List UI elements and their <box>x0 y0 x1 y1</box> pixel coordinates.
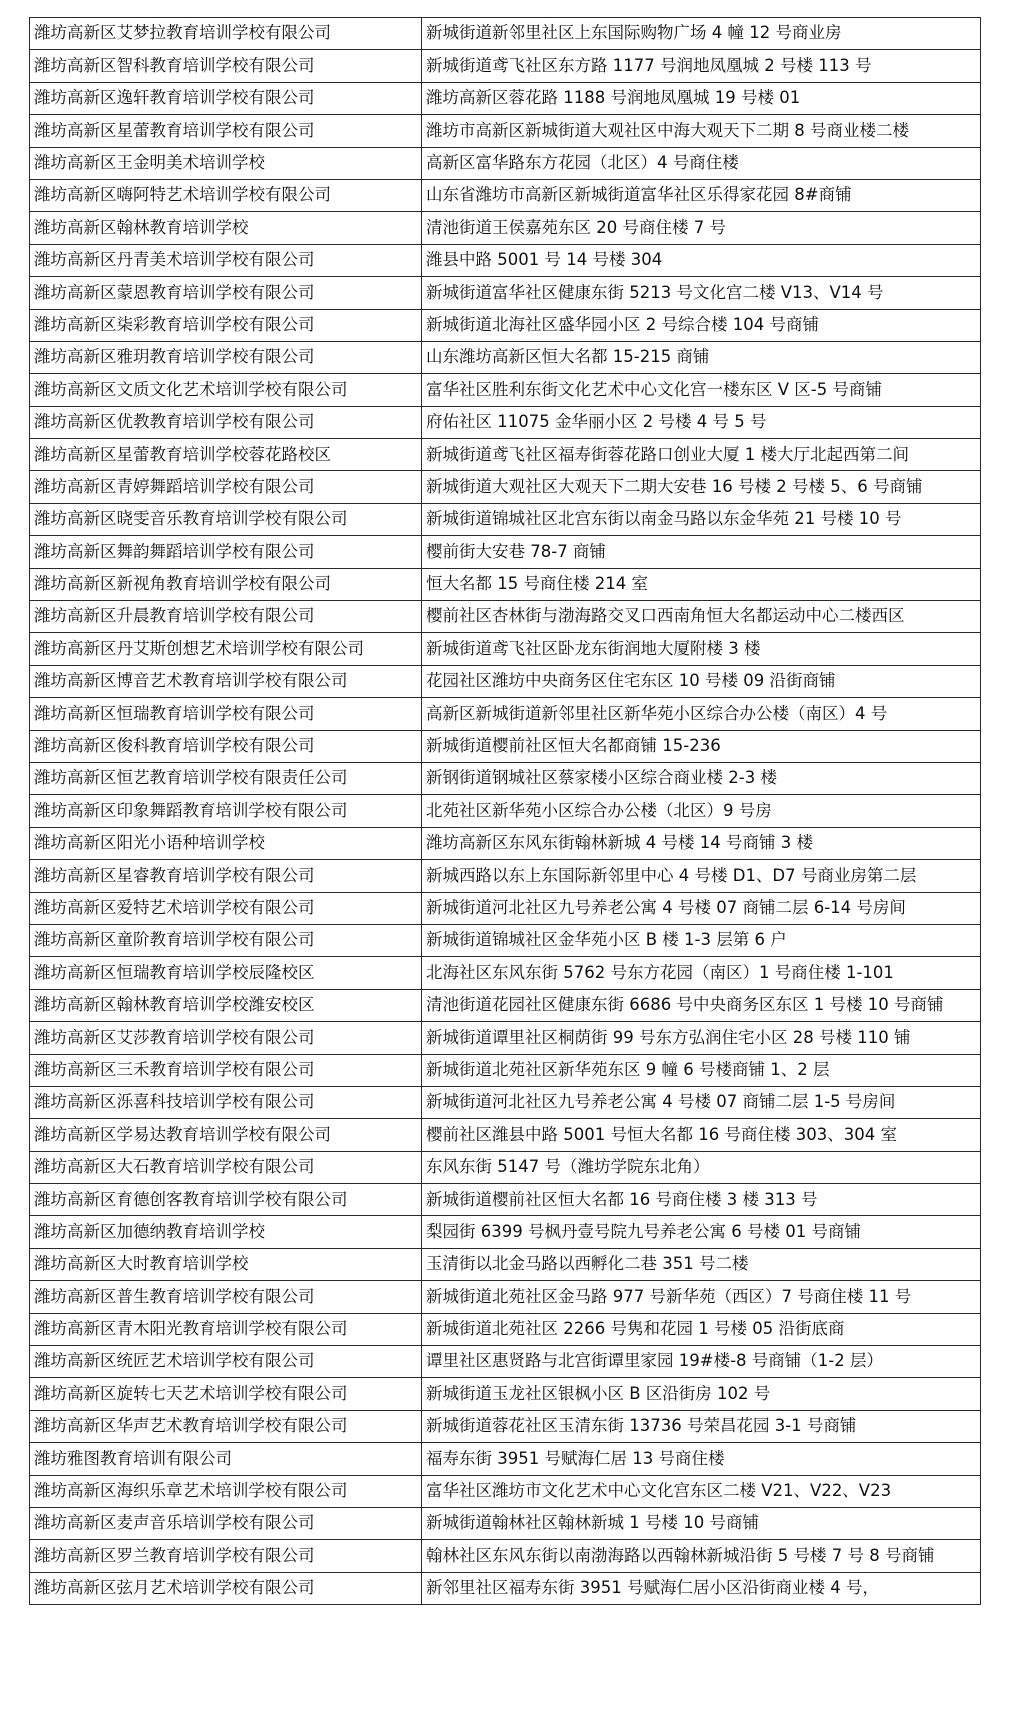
school-name-cell: 潍坊高新区童阶教育培训学校有限公司 <box>30 924 422 956</box>
school-name-cell: 潍坊高新区三禾教育培训学校有限公司 <box>30 1054 422 1086</box>
school-name-cell: 潍坊高新区阳光小语种培训学校 <box>30 827 422 859</box>
school-address-cell: 新城街道锦城社区北宫东街以南金马路以东金华苑 21 号楼 10 号 <box>422 503 981 535</box>
school-address-cell: 新城街道鸢飞社区福寿街蓉花路口创业大厦 1 楼大厅北起西第二间 <box>422 439 981 471</box>
school-name-cell: 潍坊高新区星蕾教育培训学校有限公司 <box>30 115 422 147</box>
table-row <box>30 179 981 211</box>
school-address-cell: 新钢街道钢城社区蔡家楼小区综合商业楼 2-3 楼 <box>422 762 981 794</box>
school-address-cell: 新城街道河北社区九号养老公寓 4 号楼 07 商铺二层 6-14 号房间 <box>422 892 981 924</box>
table-row <box>30 762 981 794</box>
school-address-cell: 梨园街 6399 号枫丹壹号院九号养老公寓 6 号楼 01 号商铺 <box>422 1216 981 1248</box>
school-address-cell: 新城街道玉龙社区银枫小区 B 区沿街房 102 号 <box>422 1378 981 1410</box>
school-name-cell: 潍坊高新区大时教育培训学校 <box>30 1248 422 1280</box>
school-address-cell: 新城街道北苑社区金马路 977 号新华苑（西区）7 号商住楼 11 号 <box>422 1281 981 1313</box>
table-row <box>30 827 981 859</box>
table-row <box>30 1443 981 1475</box>
table-row <box>30 50 981 82</box>
school-name-cell: 潍坊高新区恒艺教育培训学校有限责任公司 <box>30 762 422 794</box>
table-row <box>30 374 981 406</box>
table-row <box>30 924 981 956</box>
school-name-cell: 潍坊高新区智科教育培训学校有限公司 <box>30 50 422 82</box>
school-name-cell: 潍坊高新区印象舞蹈教育培训学校有限公司 <box>30 795 422 827</box>
table-row <box>30 309 981 341</box>
table-row <box>30 1507 981 1539</box>
school-address-cell: 樱前街大安巷 78-7 商铺 <box>422 536 981 568</box>
school-address-cell: 新城街道谭里社区桐荫街 99 号东方弘润住宅小区 28 号楼 110 铺 <box>422 1022 981 1054</box>
school-address-cell: 山东潍坊高新区恒大名都 15-215 商铺 <box>422 341 981 373</box>
table-row <box>30 1378 981 1410</box>
table-row <box>30 989 981 1021</box>
school-name-cell: 潍坊雅图教育培训有限公司 <box>30 1443 422 1475</box>
school-name-cell: 潍坊高新区星蕾教育培训学校蓉花路校区 <box>30 439 422 471</box>
school-address-cell: 福寿东街 3951 号赋海仁居 13 号商住楼 <box>422 1443 981 1475</box>
table-row <box>30 860 981 892</box>
school-address-cell: 府佑社区 11075 金华丽小区 2 号楼 4 号 5 号 <box>422 406 981 438</box>
school-name-cell: 潍坊高新区逸轩教育培训学校有限公司 <box>30 82 422 114</box>
table-row <box>30 698 981 730</box>
school-address-cell: 新城街道河北社区九号养老公寓 4 号楼 07 商铺二层 1-5 号房间 <box>422 1086 981 1118</box>
school-address-cell: 北海社区东风东街 5762 号东方花园（南区）1 号商住楼 1-101 <box>422 957 981 989</box>
table-row <box>30 406 981 438</box>
school-address-cell: 富华社区胜利东街文化艺术中心文化宫一楼东区 V 区-5 号商铺 <box>422 374 981 406</box>
school-name-cell: 潍坊高新区博音艺术教育培训学校有限公司 <box>30 665 422 697</box>
school-address-cell: 新城西路以东上东国际新邻里中心 4 号楼 D1、D7 号商业房第二层 <box>422 860 981 892</box>
table-row <box>30 1086 981 1118</box>
school-address-cell: 清池街道王侯嘉苑东区 20 号商住楼 7 号 <box>422 212 981 244</box>
school-address-cell: 新城街道北海社区盛华园小区 2 号综合楼 104 号商铺 <box>422 309 981 341</box>
table-row <box>30 957 981 989</box>
school-name-cell: 潍坊高新区艾莎教育培训学校有限公司 <box>30 1022 422 1054</box>
school-address-cell: 新城街道北苑社区新华苑东区 9 幢 6 号楼商铺 1、2 层 <box>422 1054 981 1086</box>
school-name-cell: 潍坊高新区弦月艺术培训学校有限公司 <box>30 1572 422 1604</box>
school-name-cell: 潍坊高新区雅玥教育培训学校有限公司 <box>30 341 422 373</box>
school-name-cell: 潍坊高新区柒彩教育培训学校有限公司 <box>30 309 422 341</box>
school-address-cell: 潍坊市高新区新城街道大观社区中海大观天下二期 8 号商业楼二楼 <box>422 115 981 147</box>
school-address-cell: 北苑社区新华苑小区综合办公楼（北区）9 号房 <box>422 795 981 827</box>
school-name-cell: 潍坊高新区舞韵舞蹈培训学校有限公司 <box>30 536 422 568</box>
table-row <box>30 1184 981 1216</box>
table-row <box>30 1475 981 1507</box>
school-address-cell: 新城街道北苑社区 2266 号隽和花园 1 号楼 05 沿街底商 <box>422 1313 981 1345</box>
table-row <box>30 18 981 50</box>
school-name-cell: 潍坊高新区丹青美术培训学校有限公司 <box>30 244 422 276</box>
school-address-cell: 花园社区潍坊中央商务区住宅东区 10 号楼 09 沿街商铺 <box>422 665 981 697</box>
table-row <box>30 439 981 471</box>
table-row <box>30 212 981 244</box>
table-row <box>30 601 981 633</box>
school-name-cell: 潍坊高新区蒙恩教育培训学校有限公司 <box>30 277 422 309</box>
school-address-cell: 新城街道大观社区大观天下二期大安巷 16 号楼 2 号楼 5、6 号商铺 <box>422 471 981 503</box>
school-name-cell: 潍坊高新区旋转七天艺术培训学校有限公司 <box>30 1378 422 1410</box>
school-name-cell: 潍坊高新区普生教育培训学校有限公司 <box>30 1281 422 1313</box>
table-row <box>30 1410 981 1442</box>
school-address-cell: 新城街道富华社区健康东街 5213 号文化宫二楼 V13、V14 号 <box>422 277 981 309</box>
school-name-cell: 潍坊高新区恒瑞教育培训学校辰隆校区 <box>30 957 422 989</box>
school-address-cell: 新城街道樱前社区恒大名都 16 号商住楼 3 楼 313 号 <box>422 1184 981 1216</box>
table-row <box>30 633 981 665</box>
table-row <box>30 1151 981 1183</box>
school-name-cell: 潍坊高新区泺喜科技培训学校有限公司 <box>30 1086 422 1118</box>
table-row <box>30 82 981 114</box>
school-address-cell: 山东省潍坊市高新区新城街道富华社区乐得家花园 8#商铺 <box>422 179 981 211</box>
school-name-cell: 潍坊高新区青木阳光教育培训学校有限公司 <box>30 1313 422 1345</box>
table-row <box>30 1572 981 1604</box>
school-name-cell: 潍坊高新区青婷舞蹈培训学校有限公司 <box>30 471 422 503</box>
school-name-cell: 潍坊高新区华声艺术教育培训学校有限公司 <box>30 1410 422 1442</box>
school-address-cell: 潍坊高新区蓉花路 1188 号润地凤凰城 19 号楼 01 <box>422 82 981 114</box>
school-address-cell: 富华社区潍坊市文化艺术中心文化宫东区二楼 V21、V22、V23 <box>422 1475 981 1507</box>
table-row <box>30 1022 981 1054</box>
table-row <box>30 1216 981 1248</box>
table-row <box>30 147 981 179</box>
school-name-cell: 潍坊高新区优教教育培训学校有限公司 <box>30 406 422 438</box>
school-address-cell: 新城街道鸢飞社区卧龙东街润地大厦附楼 3 楼 <box>422 633 981 665</box>
school-name-cell: 潍坊高新区翰林教育培训学校潍安校区 <box>30 989 422 1021</box>
school-address-cell: 东风东街 5147 号（潍坊学院东北角） <box>422 1151 981 1183</box>
school-name-cell: 潍坊高新区嗨阿特艺术培训学校有限公司 <box>30 179 422 211</box>
school-name-cell: 潍坊高新区艾梦拉教育培训学校有限公司 <box>30 18 422 50</box>
school-name-cell: 潍坊高新区麦声音乐培训学校有限公司 <box>30 1507 422 1539</box>
table-row <box>30 1248 981 1280</box>
school-name-cell: 潍坊高新区晓雯音乐教育培训学校有限公司 <box>30 503 422 535</box>
table-row <box>30 665 981 697</box>
table-row <box>30 536 981 568</box>
school-address-cell: 清池街道花园社区健康东街 6686 号中央商务区东区 1 号楼 10 号商铺 <box>422 989 981 1021</box>
school-name-cell: 潍坊高新区统匠艺术培训学校有限公司 <box>30 1346 422 1378</box>
school-address-cell: 新城街道翰林社区翰林新城 1 号楼 10 号商铺 <box>422 1507 981 1539</box>
school-name-cell: 潍坊高新区新视角教育培训学校有限公司 <box>30 568 422 600</box>
school-name-cell: 潍坊高新区大石教育培训学校有限公司 <box>30 1151 422 1183</box>
table-row <box>30 892 981 924</box>
school-name-cell: 潍坊高新区升晨教育培训学校有限公司 <box>30 601 422 633</box>
school-address-cell: 新城街道樱前社区恒大名都商铺 15-236 <box>422 730 981 762</box>
table-row <box>30 1281 981 1313</box>
school-address-cell: 樱前社区潍县中路 5001 号恒大名都 16 号商住楼 303、304 室 <box>422 1119 981 1151</box>
school-address-cell: 潍县中路 5001 号 14 号楼 304 <box>422 244 981 276</box>
school-address-cell: 谭里社区惠贤路与北宫街谭里家园 19#楼-8 号商铺（1-2 层） <box>422 1346 981 1378</box>
school-address-cell: 樱前社区杏林街与渤海路交叉口西南角恒大名都运动中心二楼西区 <box>422 601 981 633</box>
table-row <box>30 471 981 503</box>
school-name-cell: 潍坊高新区加德纳教育培训学校 <box>30 1216 422 1248</box>
table-row <box>30 1119 981 1151</box>
school-name-cell: 潍坊高新区爱特艺术培训学校有限公司 <box>30 892 422 924</box>
school-name-cell: 潍坊高新区恒瑞教育培训学校有限公司 <box>30 698 422 730</box>
school-address-cell: 恒大名都 15 号商住楼 214 室 <box>422 568 981 600</box>
school-address-cell: 新城街道锦城社区金华苑小区 B 楼 1-3 层第 6 户 <box>422 924 981 956</box>
school-address-cell: 新城街道鸢飞社区东方路 1177 号润地凤凰城 2 号楼 113 号 <box>422 50 981 82</box>
table-row <box>30 1346 981 1378</box>
school-name-cell: 潍坊高新区海织乐章艺术培训学校有限公司 <box>30 1475 422 1507</box>
school-name-cell: 潍坊高新区学易达教育培训学校有限公司 <box>30 1119 422 1151</box>
table-row <box>30 795 981 827</box>
school-name-cell: 潍坊高新区王金明美术培训学校 <box>30 147 422 179</box>
table-row <box>30 1054 981 1086</box>
table-row <box>30 730 981 762</box>
school-address-cell: 翰林社区东风东街以南渤海路以西翰林新城沿街 5 号楼 7 号 8 号商铺 <box>422 1540 981 1572</box>
school-name-cell: 潍坊高新区星睿教育培训学校有限公司 <box>30 860 422 892</box>
school-name-cell: 潍坊高新区丹艾斯创想艺术培训学校有限公司 <box>30 633 422 665</box>
school-address-cell: 新城街道新邻里社区上东国际购物广场 4 幢 12 号商业房 <box>422 18 981 50</box>
school-address-cell: 新邻里社区福寿东街 3951 号赋海仁居小区沿街商业楼 4 号， <box>422 1572 981 1604</box>
table-row <box>30 115 981 147</box>
school-name-cell: 潍坊高新区俊科教育培训学校有限公司 <box>30 730 422 762</box>
table-row <box>30 568 981 600</box>
table-row <box>30 1540 981 1572</box>
school-name-cell: 潍坊高新区翰林教育培训学校 <box>30 212 422 244</box>
school-registry-table <box>29 17 981 1605</box>
table-row <box>30 341 981 373</box>
table-row <box>30 277 981 309</box>
table-row <box>30 244 981 276</box>
school-address-cell: 高新区新城街道新邻里社区新华苑小区综合办公楼（南区）4 号 <box>422 698 981 730</box>
table-row <box>30 1313 981 1345</box>
registry-body <box>30 18 981 1605</box>
school-name-cell: 潍坊高新区育德创客教育培训学校有限公司 <box>30 1184 422 1216</box>
school-address-cell: 玉清街以北金马路以西孵化二巷 351 号二楼 <box>422 1248 981 1280</box>
school-name-cell: 潍坊高新区罗兰教育培训学校有限公司 <box>30 1540 422 1572</box>
school-name-cell: 潍坊高新区文质文化艺术培训学校有限公司 <box>30 374 422 406</box>
school-address-cell: 高新区富华路东方花园（北区）4 号商住楼 <box>422 147 981 179</box>
table-row <box>30 503 981 535</box>
school-address-cell: 潍坊高新区东风东街翰林新城 4 号楼 14 号商铺 3 楼 <box>422 827 981 859</box>
school-address-cell: 新城街道蓉花社区玉清东街 13736 号荣昌花园 3-1 号商铺 <box>422 1410 981 1442</box>
